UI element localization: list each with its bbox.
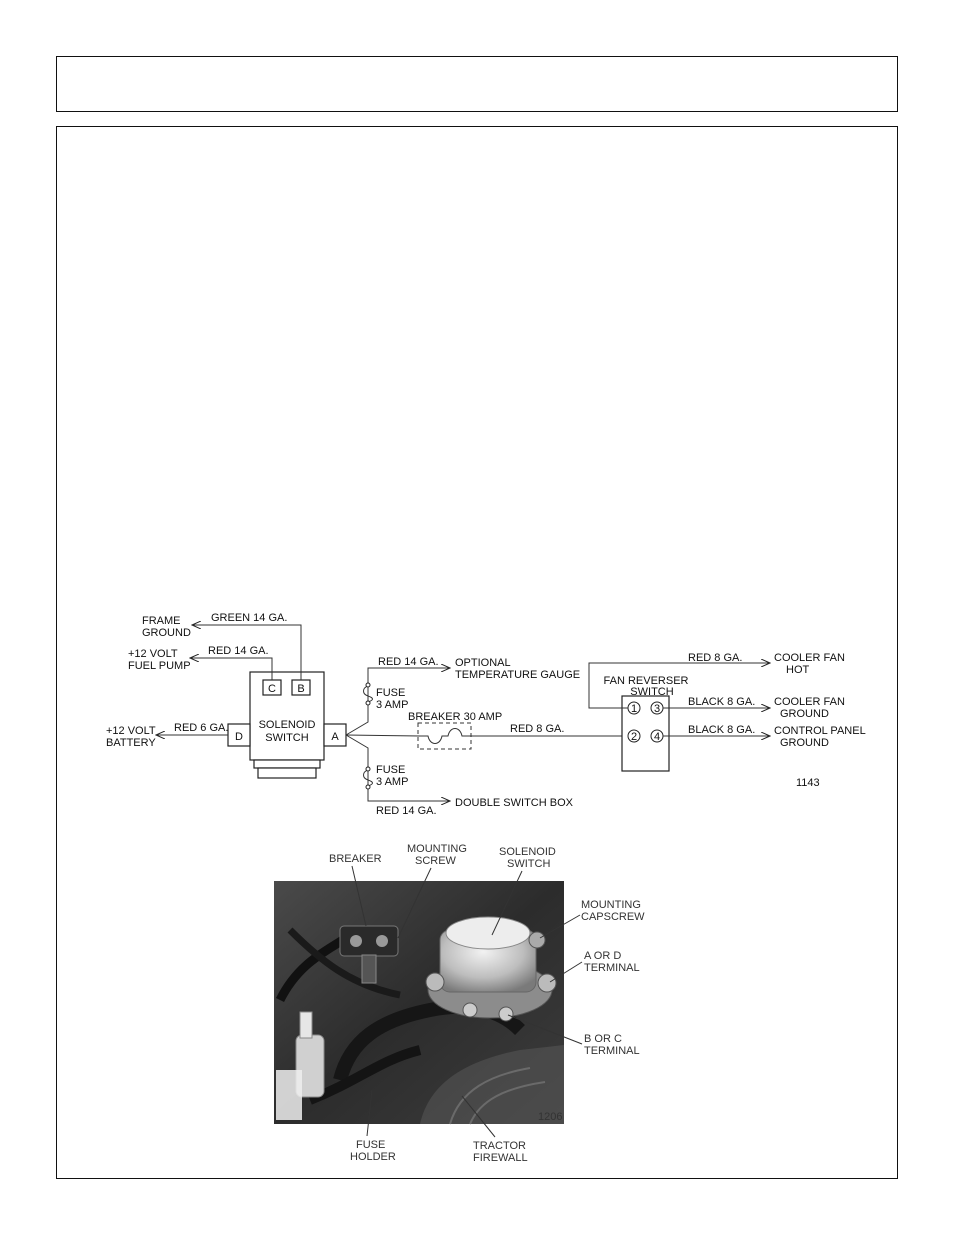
control-panel-ground-wire-label: BLACK 8 GA.	[688, 724, 756, 736]
fuse-bottom-label-2: 3 AMP	[376, 776, 409, 788]
green-wire-label: GREEN 14 GA.	[211, 612, 288, 624]
figure-number-1206: 1206	[538, 1111, 563, 1123]
cooler-fan-ground-label: COOLER FAN	[774, 696, 845, 708]
terminal-2-label: 2	[630, 731, 638, 743]
cooler-fan-ground-wire-label: BLACK 8 GA.	[688, 696, 756, 708]
terminal-c-label: C	[268, 683, 276, 695]
callout-fuse-holder-2: HOLDER	[350, 1151, 396, 1163]
solenoid-body	[250, 672, 324, 760]
fuse-top-label: FUSE	[376, 687, 406, 699]
solenoid-label: SOLENOID	[258, 719, 316, 731]
solenoid-base	[254, 760, 320, 768]
callout-bc-terminal: B OR C	[584, 1033, 622, 1045]
cooler-fan-ground-label-2: GROUND	[780, 708, 829, 720]
terminal-3-label: 3	[653, 703, 661, 715]
junction-down	[346, 735, 368, 800]
cooler-fan-hot-wire-label: RED 8 GA.	[688, 652, 743, 664]
callout-firewall: TRACTOR	[473, 1140, 526, 1152]
callout-mounting-screw-2: SCREW	[415, 855, 456, 867]
fuel-pump-wire-label: RED 14 GA.	[208, 645, 269, 657]
callout-firewall-2: FIREWALL	[473, 1152, 528, 1164]
cooler-fan-hot-label-2: HOT	[786, 664, 810, 676]
battery-label-2: BATTERY	[106, 737, 156, 749]
solenoid-switch	[228, 672, 346, 778]
control-panel-ground-label: CONTROL PANEL	[774, 725, 866, 737]
callout-mounting-screw: MOUNTING	[407, 843, 467, 855]
terminal-a-label: A	[331, 731, 339, 743]
fan-reverser-label: FAN REVERSER	[603, 675, 689, 687]
callout-ad-terminal-2: TERMINAL	[584, 962, 640, 974]
temp-gauge-wire-label: RED 14 GA.	[378, 656, 439, 668]
callout-solenoid: SOLENOID	[499, 846, 556, 858]
battery-wire-label: RED 6 GA.	[174, 722, 229, 734]
frame-ground-label: FRAME	[142, 615, 181, 627]
callout-capscrew-2: CAPSCREW	[581, 911, 645, 923]
double-switch-wire-label: RED 14 GA.	[376, 805, 437, 817]
terminal-b-label: B	[297, 683, 305, 695]
main-wire	[346, 735, 634, 736]
terminal-1-label: 1	[630, 703, 638, 715]
solenoid-mount	[258, 768, 316, 778]
callout-capscrew: MOUNTING	[581, 899, 641, 911]
junction-up	[346, 670, 368, 735]
component-photo	[274, 881, 564, 1124]
fuel-pump-label: +12 VOLT	[128, 648, 178, 660]
main-wire-label: RED 8 GA.	[510, 723, 565, 735]
callout-fuse-holder: FUSE	[356, 1139, 386, 1151]
callout-ad-terminal: A OR D	[584, 950, 622, 962]
frame-ground-label-2: GROUND	[142, 627, 191, 639]
figure-number-1143: 1143	[796, 777, 820, 789]
fan-reverser-switch	[604, 675, 689, 771]
double-switch-label: DOUBLE SWITCH BOX	[455, 797, 573, 809]
temp-gauge-label-2: TEMPERATURE GAUGE	[455, 669, 581, 681]
fuel-pump-label-2: FUEL PUMP	[128, 660, 191, 672]
terminal-4-label: 4	[653, 731, 661, 743]
callout-breaker: BREAKER	[329, 853, 382, 865]
fuse-bottom-label: FUSE	[376, 764, 406, 776]
control-panel-ground-label-2: GROUND	[780, 737, 829, 749]
breaker-part	[340, 926, 398, 956]
solenoid-label-2: SWITCH	[265, 732, 309, 744]
temp-gauge-label: OPTIONAL	[455, 657, 511, 669]
fuse-top-label-2: 3 AMP	[376, 699, 409, 711]
breaker-symbol	[420, 729, 470, 744]
callout-solenoid-2: SWITCH	[507, 858, 551, 870]
fan-reverser-label-2: SWITCH	[630, 686, 674, 698]
cooler-fan-hot-label: COOLER FAN	[774, 652, 845, 664]
breaker-label: BREAKER 30 AMP	[408, 711, 503, 723]
battery-label: +12 VOLT	[106, 725, 156, 737]
terminal-d-label: D	[235, 731, 243, 743]
callout-bc-terminal-2: TERMINAL	[584, 1045, 640, 1057]
